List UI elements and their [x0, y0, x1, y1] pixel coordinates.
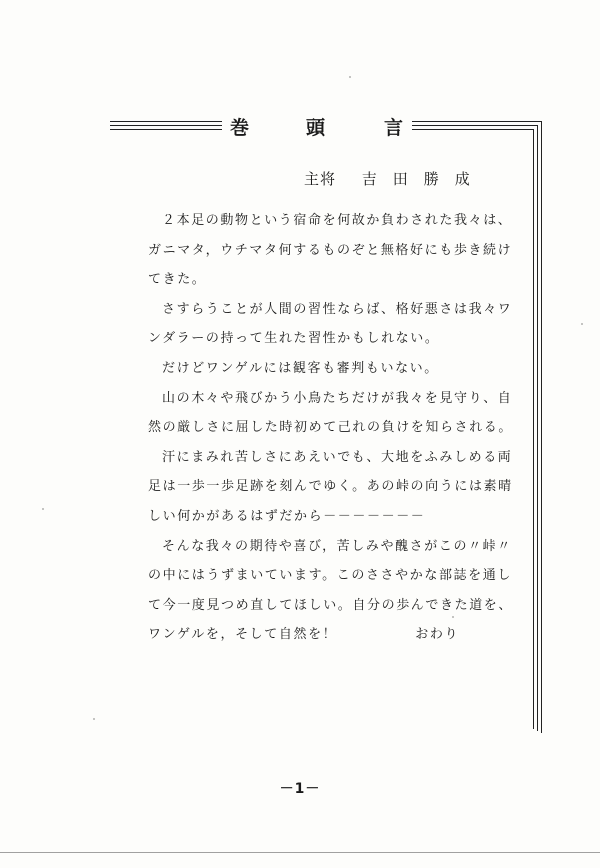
body-line: 山の木々や飛びかう小鳥たちだけが我々を見守り、自 [162, 390, 513, 406]
body-line: 然の厳しさに屈した時初めて己れの負けを知らされる。 [148, 420, 514, 436]
body-line: ンダラーの持って生れた習性かもしれない。 [148, 331, 440, 347]
scan-speck [349, 76, 351, 78]
body-line: ２本足の動物という宿命を何故か負わされた我々は、 [162, 213, 513, 228]
body-line-final [148, 625, 493, 655]
title-rule-right-middle [412, 125, 537, 126]
title-char-2: 頭 [306, 117, 326, 139]
body-line: てきた。 [148, 272, 207, 288]
title-rule-left-middle [110, 125, 222, 126]
title-rule-right-inner [412, 129, 533, 130]
body-line: て今一度見つめ直してほしい。自分の歩んできた道を、 [148, 597, 514, 613]
body-line: の中にはうずまいています。このささやかな部誌を通し [148, 568, 512, 584]
body-line: だけどワンゲルには観客も審判もいない。 [162, 360, 439, 376]
scan-speck [93, 718, 95, 720]
closing-text: おわり [415, 627, 460, 643]
scan-speck [452, 616, 454, 618]
body-line: そんな我々の期待や喜び，苦しみや醜さがこの〃峠〃 [162, 538, 512, 554]
scan-speck [42, 508, 44, 510]
page-number: －1－ [279, 781, 321, 797]
body-line-last-text: ワンゲルを，そして自然を！ [148, 627, 338, 643]
body-line: ガニマタ，ウチマタ何するものぞと無格好にも歩き続け [148, 242, 513, 258]
author-role: 主将 [304, 170, 337, 188]
frame-vertical-inner [533, 129, 534, 729]
body-line: しい何かがあるはずだから－－－－－－－ [148, 508, 426, 524]
frame-vertical-outer [541, 121, 542, 733]
page-title [222, 113, 410, 137]
author-line [304, 168, 486, 189]
body-line: 汗にまみれ苦しさにあえいでも、大地をふみしめる両 [162, 449, 513, 465]
title-rule-left-top [110, 121, 222, 122]
body-line: さすらうことが人間の習性ならば、格好悪さは我々ワ [162, 301, 513, 317]
title-char-1: 巻 [230, 117, 250, 139]
title-rule-left-bottom [110, 129, 222, 130]
frame-vertical-middle [537, 125, 538, 731]
scan-speck [581, 323, 583, 325]
body-text [148, 211, 514, 655]
title-char-3: 言 [384, 117, 404, 139]
author-name: 吉田勝成 [361, 170, 486, 188]
body-line: 足は一歩一歩足跡を刻んでゆく。あの峠の向うには素晴 [148, 479, 513, 495]
scan-edge-line [0, 852, 600, 853]
title-rule-right-outer [412, 121, 541, 122]
